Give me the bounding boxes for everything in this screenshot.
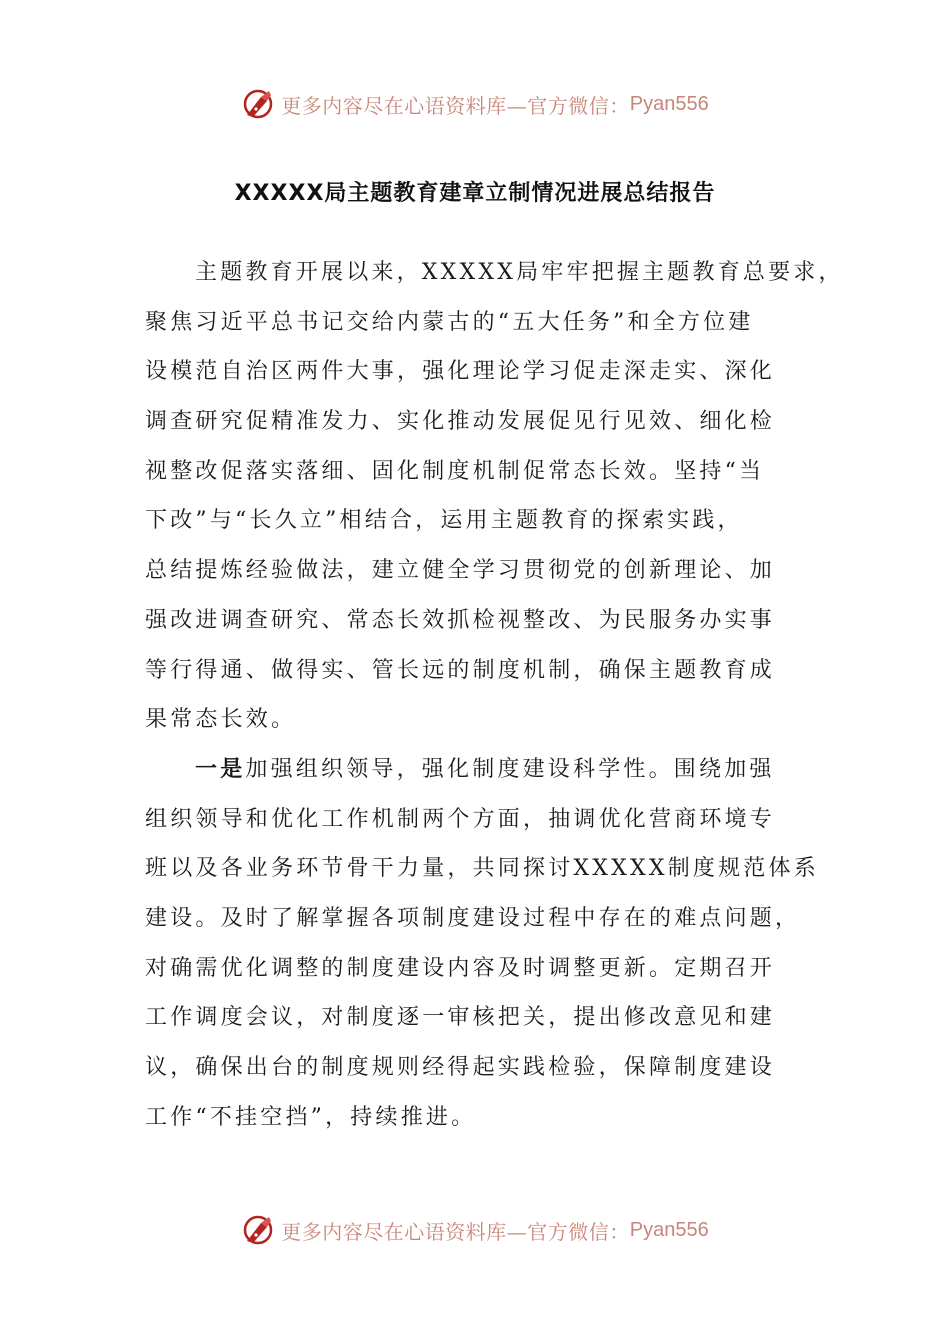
header-banner <box>0 84 950 124</box>
pen-nib-logo-icon <box>241 1213 275 1247</box>
header-banner-text: 更多内容尽在心语资料库—官方微信： <box>281 93 630 118</box>
paragraph-2-line-7: 议，确保出台的制度规则经得起实践检验，保障制度建设 <box>145 1055 776 1080</box>
paragraph-1-line-9: 等行得通、做得实、管长远的制度机制，确保主题教育成 <box>145 657 776 683</box>
pen-nib-logo-icon <box>241 87 275 121</box>
paragraph-2-line-8: 工作“不挂空挡”，持续推进。 <box>145 1104 477 1130</box>
paragraph-1-line-6: 下改”与“长久立”相结合，运用主题教育的探索实践， <box>145 508 743 534</box>
paragraph-1-line-4: 调查研究促精准发力、实化推动发展促见行见效、细化检 <box>145 409 776 435</box>
paragraph-1-line-2: 聚焦习近平总书记交给内蒙古的“五大任务”和全方位建 <box>145 309 754 335</box>
paragraph-1-line-3: 设模范自治区两件大事，强化理论学习促走深走实、深化 <box>145 359 776 385</box>
paragraph-2-first-rest: 加强组织领导，强化制度建设科学性。围绕加强 <box>245 756 775 782</box>
paragraph-2-line-2: 组织领导和优化工作机制两个方面，抽调优化营商环境专 <box>145 806 776 832</box>
footer-banner <box>0 1210 950 1250</box>
paragraph-1-line-10: 果常态长效。 <box>145 707 297 733</box>
document-title: XXXXX局主题教育建章立制情况进展总结报告 <box>234 181 716 206</box>
footer-banner-wechat-id: Pyan556 <box>629 1218 709 1241</box>
paragraph-2-line-4: 建设。及时了解掌握各项制度建设过程中存在的难点问题， <box>145 905 801 931</box>
footer-banner-text: 更多内容尽在心语资料库—官方微信： <box>281 1219 630 1244</box>
paragraph-2-line-1 <box>145 745 815 795</box>
paragraph-1-line-5: 视整改促落实落细、固化制度机制促常态长效。坚持“当 <box>145 458 765 484</box>
paragraph-2-line-5: 对确需优化调整的制度建设内容及时调整更新。定期召开 <box>145 955 776 981</box>
document-body <box>145 248 844 1142</box>
paragraph-2-line-3: 班以及各业务环节骨干力量，共同探讨XXXXX制度规范体系 <box>145 856 819 882</box>
paragraph-1-line-1: 主题教育开展以来，XXXXX局牢牢把握主题教育总要求， <box>195 260 844 285</box>
paragraph-2-lead: 一是 <box>195 756 246 782</box>
paragraph-2-line-6: 工作调度会议，对制度逐一审核把关，提出修改意见和建 <box>145 1005 776 1031</box>
header-banner-wechat-id: Pyan556 <box>629 92 709 115</box>
paragraph-1-line-8: 强改进调查研究、常态长效抓检视整改、为民服务办实事 <box>145 607 776 633</box>
paragraph-1-line-7: 总结提炼经验做法，建立健全学习贯彻党的创新理论、加 <box>145 558 776 584</box>
